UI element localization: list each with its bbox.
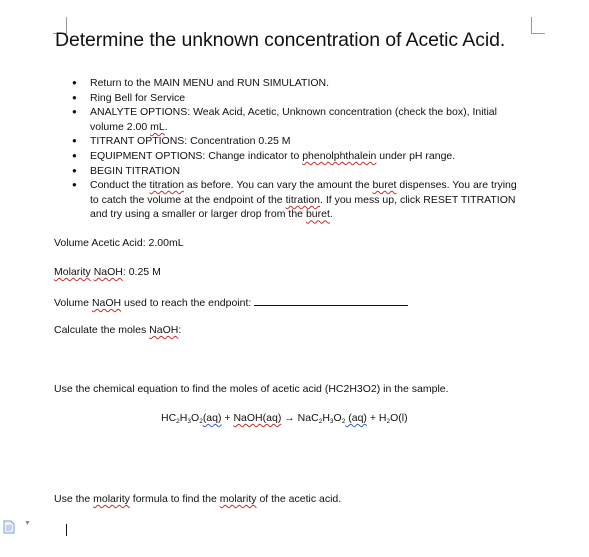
list-item: ● ANALYTE OPTIONS: Weak Acid, Acetic, Unknown concentration (check the box), Initial volume 2.00 mL.: [90, 105, 522, 134]
document-title: Determine the unknown concentration of Acetic Acid.: [55, 29, 506, 51]
dropdown-arrow-icon[interactable]: ▼: [24, 520, 31, 527]
list-item: ● Ring Bell for Service: [90, 91, 522, 106]
crop-mark-top-right: [531, 17, 545, 34]
molarity-naoh-line: Molarity NaOH: 0.25 M: [54, 266, 161, 278]
list-item: ● TITRANT OPTIONS: Concentration 0.25 M: [90, 134, 522, 149]
list-item: ● Return to the MAIN MENU and RUN SIMULATION.: [90, 76, 522, 91]
calculate-moles-line: Calculate the moles NaOH:: [54, 324, 182, 336]
list-item: ● EQUIPMENT OPTIONS: Change indicator to phenolphthalein under pH range.: [90, 149, 522, 164]
chemical-equation: $HC_2H_3O_2(aq)$ + NaOH(aq) → $NaC_2H_3O_2$ $(aq) + H_2O(l)$: [161, 412, 408, 425]
molarity-intro-line: Use the molarity formula to find the molarity of the acetic acid.: [54, 493, 342, 505]
answer-blank-line[interactable]: [254, 295, 408, 306]
document-icon[interactable]: [3, 520, 15, 534]
volume-acetic-acid-line: Volume Acetic Acid: 2.00mL: [54, 237, 184, 249]
equation-intro-line: Use the chemical equation to find the moles of acetic acid (HC2H3O2) in the sample.: [54, 383, 449, 395]
text-cursor: [66, 524, 67, 536]
volume-naoh-line: Volume NaOH used to reach the endpoint:: [54, 295, 408, 309]
list-item: ● BEGIN TITRATION: [90, 164, 522, 179]
list-item: ● Conduct the titration as before. You can vary the amount the buret dispenses. You are trying to catch the volume at the endpoint of the titration. If you mess up, click RESET TITRATION and try using a smaller or larger drop from the buret.: [90, 178, 522, 222]
instruction-list: [90, 76, 522, 222]
